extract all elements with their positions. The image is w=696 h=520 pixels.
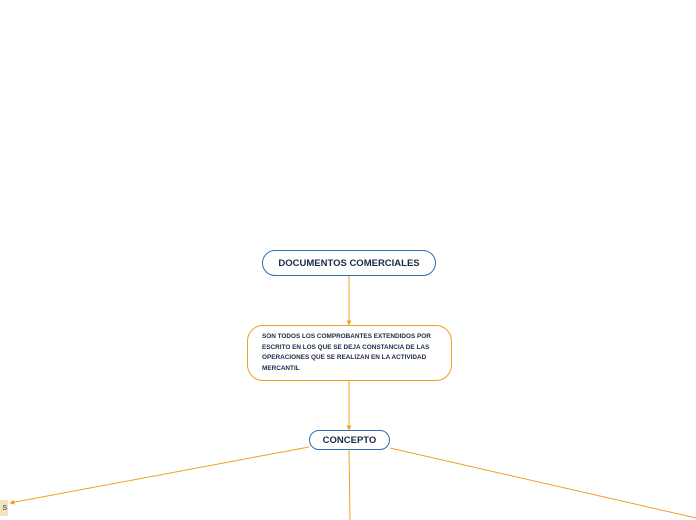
node-label: DOCUMENTOS COMERCIALES <box>278 257 420 269</box>
connector-concept-to-bottom <box>349 450 350 520</box>
node-concepto[interactable] <box>309 430 390 450</box>
node-documentos-comerciales[interactable] <box>262 250 436 276</box>
node-left-partial[interactable] <box>0 500 8 516</box>
connector-concept-to-left <box>10 447 309 503</box>
connector-concept-to-right <box>390 448 696 518</box>
node-definition[interactable] <box>247 325 452 381</box>
node-label: SON TODOS LOS COMPROBANTES EXTENDIDOS POR ESCRITO EN LOS QUE SE DEJA CONSTANCIA DE LAS OPERACIONES QUE SE REALIZAN EN LA ACTIVIDAD MERCANTIL <box>262 333 431 372</box>
node-label: CONCEPTO <box>322 434 377 446</box>
node-label: S <box>2 504 7 512</box>
